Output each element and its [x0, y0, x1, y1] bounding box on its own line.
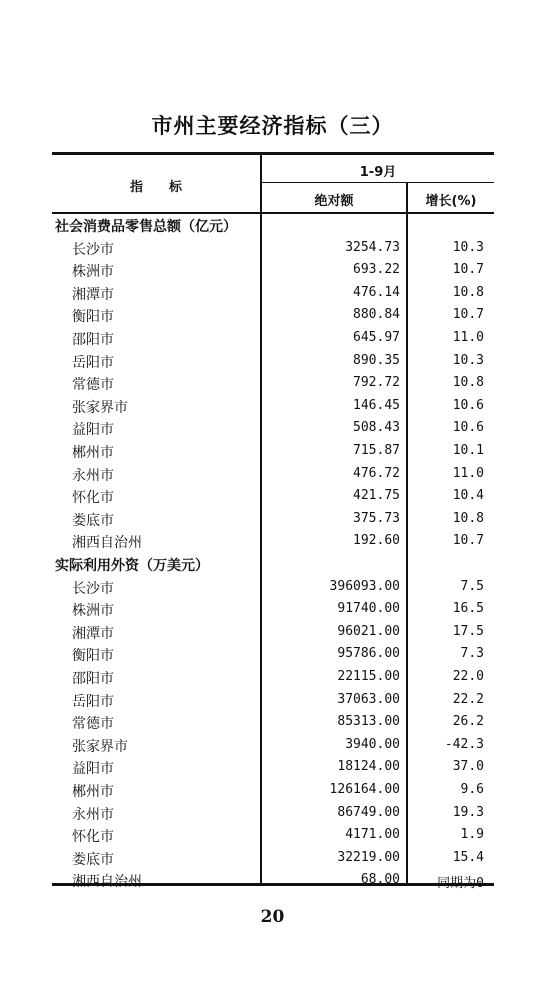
indicator-header: 指 标 — [129, 180, 182, 195]
period-header-divider — [262, 182, 494, 183]
growth-rate: 26.2 — [452, 714, 484, 730]
growth-rate: 10.1 — [452, 443, 484, 458]
table-row — [52, 282, 494, 305]
growth-rate: 16.5 — [452, 601, 484, 617]
absolute-value: 85313.00 — [337, 714, 400, 730]
growth-rate: 10.7 — [452, 307, 484, 323]
growth-rate: 1.9 — [460, 827, 484, 843]
growth-rate: 11.0 — [452, 330, 484, 345]
city-name: 衡阳市 — [72, 648, 114, 665]
city-name: 郴州市 — [72, 445, 114, 461]
value-column-header: 绝对额 — [314, 194, 354, 209]
growth-rate: 10.4 — [452, 488, 484, 504]
city-name: 湘西自治州 — [72, 874, 142, 891]
absolute-value: 3254.73 — [345, 239, 400, 255]
absolute-value: 68.00 — [360, 872, 400, 888]
city-name: 岳阳市 — [72, 354, 114, 371]
growth-rate: 22.0 — [452, 669, 484, 684]
table-row — [52, 621, 494, 644]
growth-rate: 同期为0 — [437, 876, 484, 892]
table-row — [52, 508, 494, 531]
city-name: 邵阳市 — [72, 332, 114, 348]
table-row — [52, 779, 494, 802]
absolute-value: 22115.00 — [337, 669, 400, 684]
absolute-value: 715.87 — [353, 443, 400, 458]
table-row — [52, 689, 494, 712]
section-row — [52, 553, 494, 576]
city-name: 常德市 — [72, 377, 114, 394]
table-row — [52, 576, 494, 599]
absolute-value: 693.22 — [353, 262, 400, 278]
page-title: 市州主要经济指标（三） — [151, 114, 394, 138]
absolute-value: 421.75 — [353, 488, 400, 504]
table-row — [52, 417, 494, 440]
growth-rate: 11.0 — [452, 465, 484, 481]
absolute-value: 91740.00 — [337, 601, 400, 617]
section-label: 实际利用外资（万美元） — [55, 558, 209, 574]
table-row — [52, 530, 494, 553]
table-row — [52, 847, 494, 870]
page-number: 20 — [260, 907, 285, 927]
growth-column-header: 增长(%) — [425, 194, 477, 209]
growth-rate: 15.4 — [452, 849, 484, 865]
absolute-value: 126164.00 — [329, 782, 400, 797]
absolute-value: 476.72 — [353, 465, 400, 481]
growth-rate: 10.8 — [452, 510, 484, 526]
table-row — [52, 869, 494, 892]
city-name: 长沙市 — [72, 241, 114, 258]
absolute-value: 18124.00 — [337, 759, 400, 775]
city-name: 益阳市 — [72, 422, 114, 439]
table-top-rule — [52, 152, 494, 155]
absolute-value: 645.97 — [353, 330, 400, 345]
table-row — [52, 372, 494, 395]
growth-rate: 22.2 — [452, 691, 484, 707]
absolute-value: 476.14 — [353, 284, 400, 300]
table-row — [52, 756, 494, 779]
table-row — [52, 802, 494, 825]
growth-rate: 10.8 — [452, 375, 484, 391]
city-name: 湘潭市 — [72, 625, 114, 642]
growth-rate: 7.3 — [460, 646, 484, 662]
period-header: 1-9月 — [359, 165, 397, 180]
absolute-value: 880.84 — [353, 307, 400, 323]
table-row — [52, 350, 494, 373]
city-name: 衡阳市 — [72, 309, 114, 326]
city-name: 永州市 — [72, 467, 114, 484]
growth-rate: -42.3 — [444, 736, 484, 752]
table-row — [52, 440, 494, 463]
city-name: 张家界市 — [72, 399, 128, 416]
city-name: 岳阳市 — [72, 693, 114, 710]
absolute-value: 792.72 — [353, 375, 400, 391]
absolute-value: 86749.00 — [337, 804, 400, 820]
growth-rate: 10.7 — [452, 262, 484, 278]
growth-rate: 10.7 — [452, 533, 484, 549]
table-row — [52, 824, 494, 847]
table-row — [52, 327, 494, 350]
city-name: 娄底市 — [72, 512, 114, 529]
table-row — [52, 259, 494, 282]
city-name: 怀化市 — [72, 829, 114, 846]
growth-rate: 10.3 — [452, 352, 484, 368]
city-name: 湘西自治州 — [72, 535, 142, 552]
growth-rate: 17.5 — [452, 623, 484, 639]
city-name: 常德市 — [72, 716, 114, 733]
section-row — [52, 214, 494, 237]
absolute-value: 96021.00 — [337, 623, 400, 639]
city-name: 娄底市 — [72, 851, 114, 868]
city-name: 益阳市 — [72, 761, 114, 778]
growth-rate: 10.6 — [452, 420, 484, 436]
section-label: 社会消费品零售总额（亿元） — [55, 219, 237, 235]
growth-rate: 10.8 — [452, 284, 484, 300]
growth-rate: 9.6 — [460, 782, 484, 797]
growth-rate: 37.0 — [452, 759, 484, 775]
table-row — [52, 643, 494, 666]
absolute-value: 3940.00 — [345, 736, 400, 752]
table-row — [52, 237, 494, 260]
table-row — [52, 734, 494, 757]
absolute-value: 32219.00 — [337, 849, 400, 865]
absolute-value: 4171.00 — [345, 827, 400, 843]
city-name: 怀化市 — [72, 490, 114, 507]
absolute-value: 890.35 — [353, 352, 400, 368]
city-name: 长沙市 — [72, 580, 114, 597]
absolute-value: 396093.00 — [329, 578, 400, 594]
city-name: 永州市 — [72, 806, 114, 823]
city-name: 郴州市 — [72, 784, 114, 800]
growth-rate: 10.6 — [452, 397, 484, 413]
absolute-value: 95786.00 — [337, 646, 400, 662]
city-name: 湘潭市 — [72, 286, 114, 303]
absolute-value: 146.45 — [353, 397, 400, 413]
absolute-value: 192.60 — [353, 533, 400, 549]
table-row — [52, 666, 494, 689]
table-row — [52, 395, 494, 418]
table-row — [52, 598, 494, 621]
city-name: 邵阳市 — [72, 671, 114, 687]
growth-rate: 19.3 — [452, 804, 484, 820]
city-name: 张家界市 — [72, 738, 128, 755]
growth-rate: 10.3 — [452, 239, 484, 255]
growth-rate: 7.5 — [460, 578, 484, 594]
table-row — [52, 304, 494, 327]
city-name: 株洲市 — [72, 264, 114, 281]
table-row — [52, 711, 494, 734]
absolute-value: 508.43 — [353, 420, 400, 436]
absolute-value: 375.73 — [353, 510, 400, 526]
table-row — [52, 463, 494, 486]
city-name: 株洲市 — [72, 603, 114, 620]
absolute-value: 37063.00 — [337, 691, 400, 707]
table-row — [52, 485, 494, 508]
